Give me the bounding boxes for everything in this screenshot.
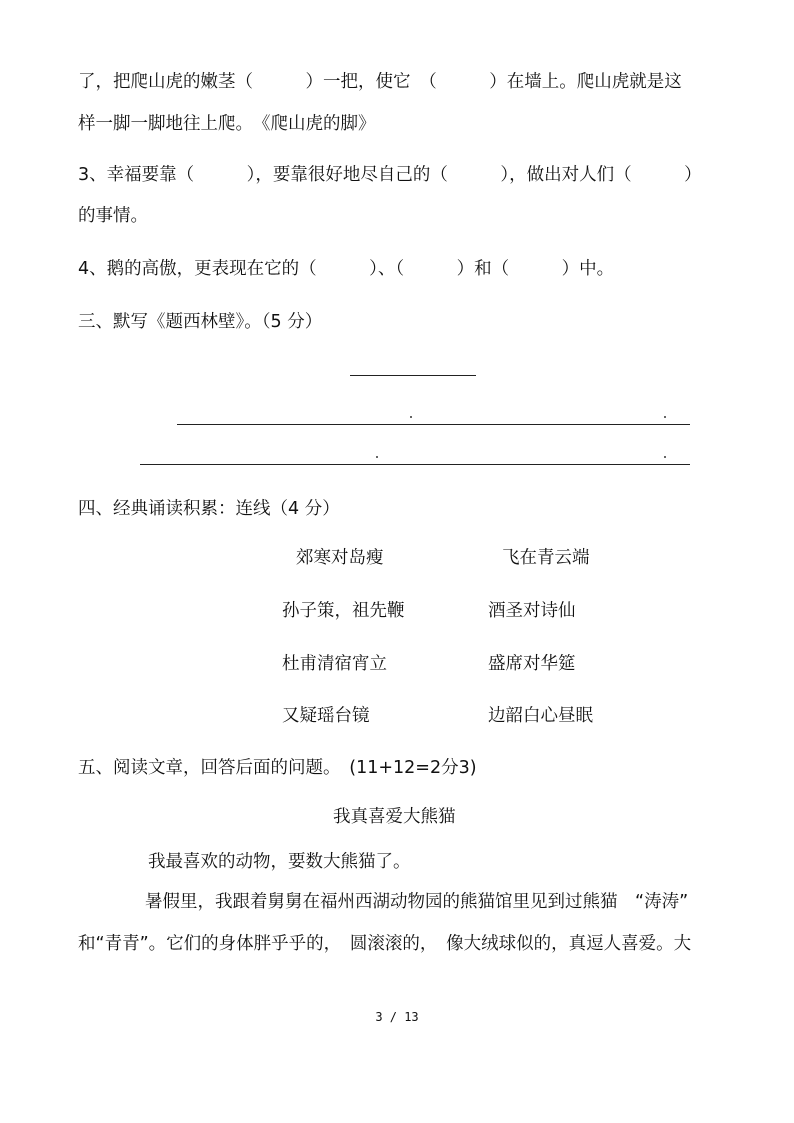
text-line-1: 了，把爬山虎的嫩茎（ ）一把，使它 （ ）在墙上。爬山虎就是这: [78, 72, 682, 92]
page-number: 3 / 13: [375, 1010, 419, 1024]
line-mark: [410, 416, 412, 418]
article-paragraph-2-line-2: 和“青青”。它们的身体胖乎乎的， 圆滚滚的， 像大绒球似的，真逗人喜爱。大: [78, 934, 692, 954]
article-title: 我真喜爱大熊猫: [333, 807, 456, 827]
matching-left-item: 郊寒对岛瘦: [296, 548, 384, 568]
matching-right-item: 盛席对华筵: [488, 654, 576, 674]
text-line-2: 样一脚一脚地往上爬。 《爬山虎的脚》: [78, 114, 376, 134]
matching-left-item: 又疑瑶台镜: [282, 706, 370, 726]
line-mark: [376, 456, 378, 458]
line-mark: [664, 456, 666, 458]
matching-left-item: 孙子策，祖先鞭: [282, 601, 405, 621]
section-3-heading: 三、默写《题西林壁》。（5 分）: [78, 312, 323, 332]
matching-right-item: 飞在青云端: [502, 548, 590, 568]
matching-right-item: 酒圣对诗仙: [488, 601, 576, 621]
section-4-heading: 四、经典诵读积累：连线（4 分）: [78, 499, 340, 519]
article-paragraph-1: 我最喜欢的动物，要数大熊猫了。: [148, 852, 411, 872]
section-5-heading: 五、阅读文章，回答后面的问题。 (11+12=2分3): [78, 758, 477, 778]
matching-right-item: 边韶白心昼眠: [488, 706, 593, 726]
article-paragraph-2-line-1: 暑假里，我跟着舅舅在福州西湖动物园的熊猫馆里见到过熊猫 “涛涛”: [145, 892, 689, 912]
poem-answer-line-2: [140, 464, 690, 465]
question-3-line-2: 的事情。: [78, 206, 148, 226]
line-mark: [664, 416, 666, 418]
question-3-line-1: 3、幸福要靠（ ），要靠很好地尽自己的（ ），做出对人们（ ）: [78, 165, 702, 185]
poem-title-blank: [350, 375, 476, 376]
question-4: 4、鹅的高傲，更表现在它的（ ）、（ ）和（ ）中。: [78, 259, 615, 279]
matching-left-item: 杜甫清宿宵立: [282, 654, 387, 674]
poem-answer-line-1: [177, 424, 690, 425]
